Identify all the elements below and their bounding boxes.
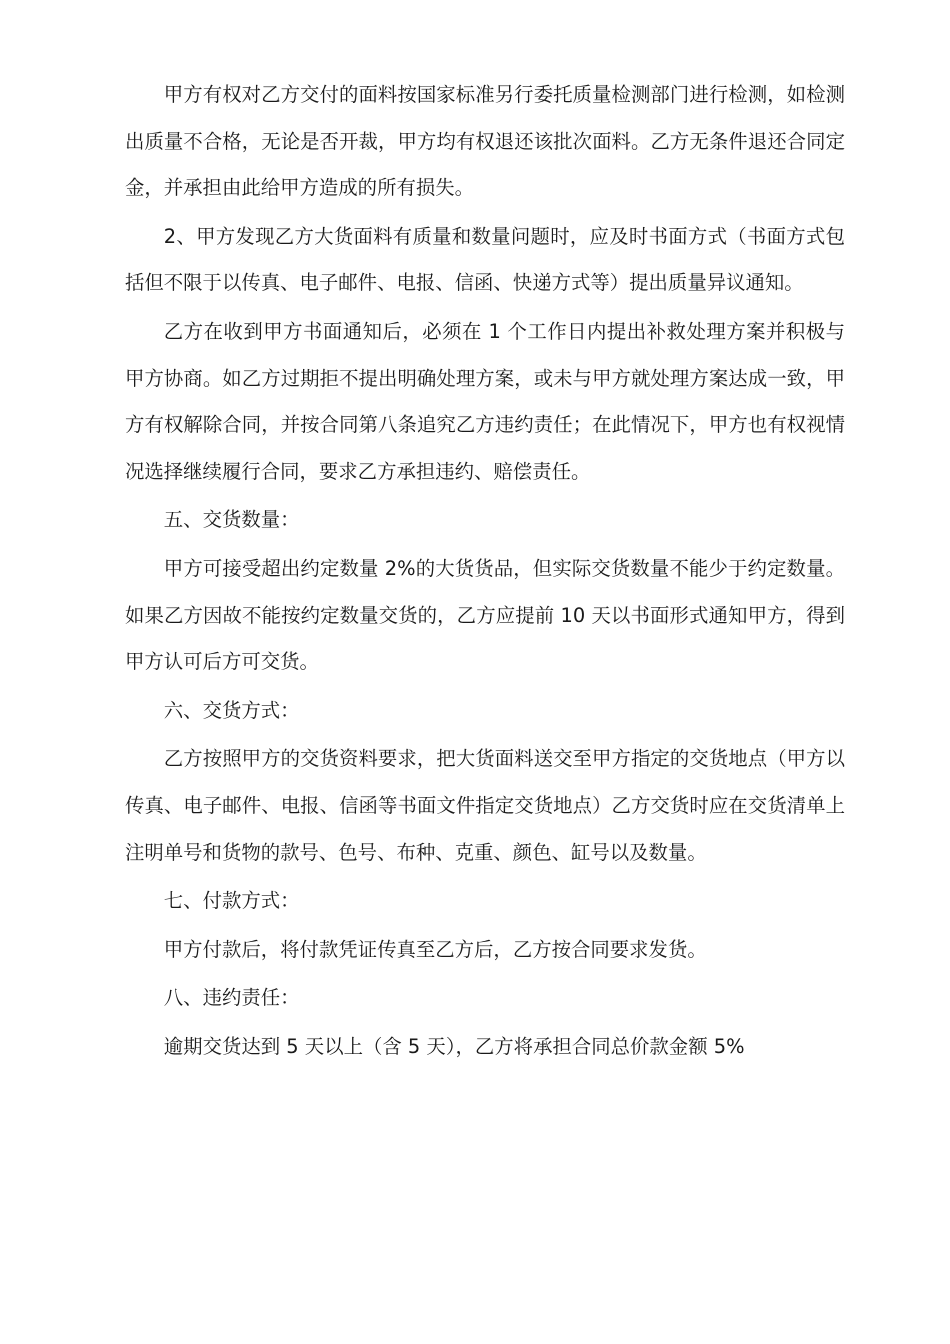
paragraph-quality-objection: 2、甲方发现乙方大货面料有质量和数量问题时，应及时书面方式（书面方式包括但不限于以传真、电子邮件、电报、信函、快递方式等）提出质量异议通知。 [125, 224, 845, 295]
paragraph-quality-inspection: 甲方有权对乙方交付的面料按国家标准另行委托质量检测部门进行检测，如检测出质量不合格，无论是否开裁，甲方均有权退还该批次面料。乙方无条件退还合同定金，并承担由此给甲方造成的所有损失。 [125, 83, 845, 200]
paragraph-breach-liability: 逾期交货达到 5 天以上（含 5 天），乙方将承担合同总价款金额 5% [163, 1034, 745, 1058]
paragraph-delivery-method: 乙方按照甲方的交货资料要求，把大货面料送交至甲方指定的交货地点（甲方以传真、电子邮件、电报、信函等书面文件指定交货地点）乙方交货时应在交货清单上注明单号和货物的款号、色号、布种、克重、颜色、缸号以及数量。 [125, 747, 845, 864]
paragraph-delivery-quantity: 甲方可接受超出约定数量 2%的大货货品，但实际交货数量不能少于约定数量。如果乙方因故不能按约定数量交货的，乙方应提前 10 天以书面形式通知甲方，得到甲方认可后方可交货。 [125, 556, 845, 674]
section-heading-delivery-method: 六、交货方式： [163, 698, 300, 722]
paragraph-payment-method: 甲方付款后，将付款凭证传真至乙方后，乙方按合同要求发货。 [163, 937, 707, 961]
section-heading-delivery-quantity: 五、交货数量： [163, 508, 300, 532]
section-heading-breach-liability: 八、违约责任： [163, 986, 300, 1010]
paragraph-remedy-plan: 乙方在收到甲方书面通知后，必须在 1 个工作日内提出补救处理方案并积极与甲方协商。如乙方过期拒不提出明确处理方案，或未与甲方就处理方案达成一致，甲方有权解除合同，并按合同第八条追究乙方违约责任；在此情况下，甲方也有权视情况选择继续履行合同，要求乙方承担违约、赔偿责任。 [125, 319, 845, 483]
document-page [125, 72, 845, 1070]
section-heading-payment-method: 七、付款方式： [163, 889, 300, 913]
